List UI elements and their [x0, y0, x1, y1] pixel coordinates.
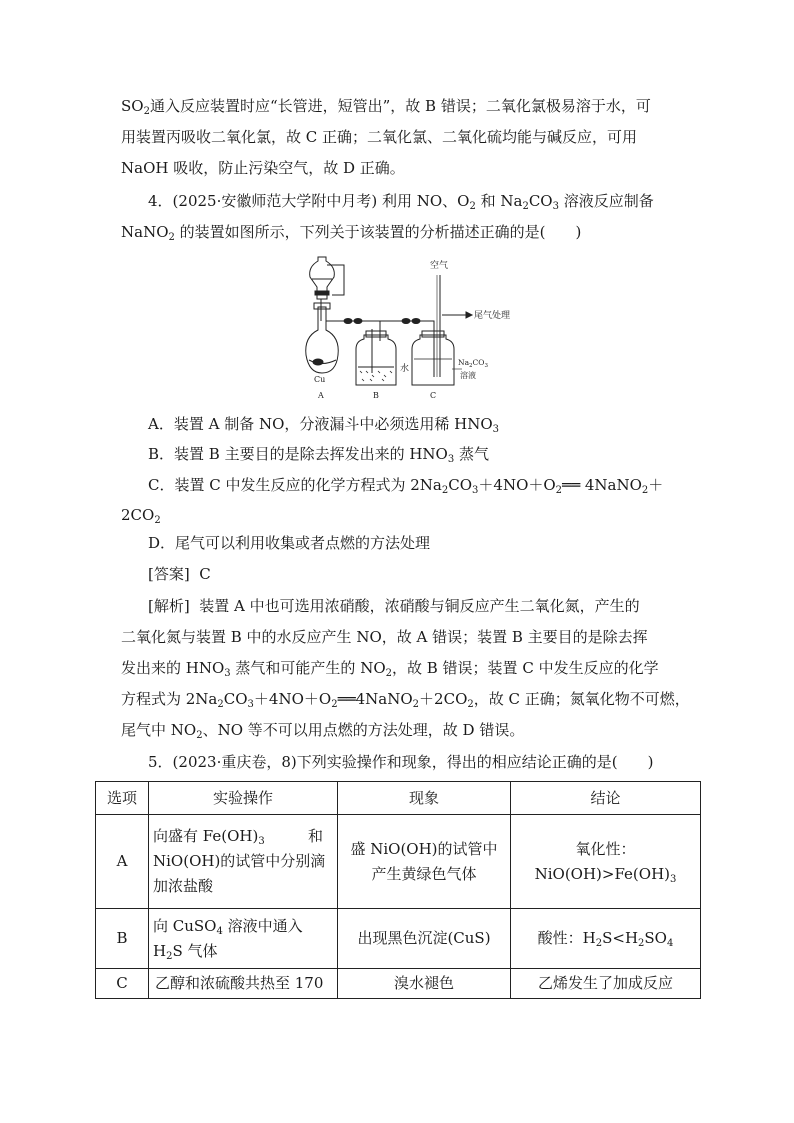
row-c-operation: 乙醇和浓硫酸共热至 170 — [149, 969, 338, 999]
apparatus-figure — [296, 255, 536, 403]
header-option: 选项 — [96, 782, 149, 815]
intro-line-3: NaOH 吸收，防止污染空气，故 D 正确。 — [121, 159, 405, 177]
row-c-phenomenon: 溴水褪色 — [338, 969, 511, 999]
row-a-operation: 向盛有 $Fe(OH)_3$ 和 NiO(OH)的试管中分别滴 加浓盐酸 — [149, 815, 338, 909]
table-row — [96, 969, 701, 999]
bottle-b — [356, 335, 396, 385]
row-b-conclusion: 酸性：$H_2S<H_2SO_4$ — [511, 909, 701, 969]
label-c: C — [430, 391, 437, 400]
q4-option-d: D．尾气可以利用收集或者点燃的方法处理 — [148, 534, 431, 552]
label-na2co3: $Na_2CO_3$ — [458, 358, 488, 369]
q4-option-c: C．装置 C 中发生反应的化学方程式为 $2Na_2CO_3+4NO+O_2══$ 4NaNO$_2$＋ — [148, 476, 664, 496]
label-b: B — [373, 391, 379, 400]
label-solution: 溶液 — [460, 371, 476, 380]
q4-option-b: B．装置 B 主要目的是除去挥发出来的 $HNO_3$ 蒸气 — [148, 445, 490, 465]
q4-answer: [答案] C — [148, 565, 211, 583]
pressure-tube — [327, 265, 344, 295]
intro-line-2: 用装置丙吸收二氧化氯，故 C 正确；二氧化氯、二氧化硫均能与碱反应，可用 — [121, 128, 638, 146]
q4-option-a: A．装置 A 制备 NO，分液漏斗中必须选用稀 $HNO_3$ — [148, 415, 500, 435]
row-b-phenomenon: 出现黑色沉淀(CuS) — [338, 909, 511, 969]
intro-line-1: $SO_2$通入反应装置时应“长管进，短管出”，故 B 错误；二氧化氯极易溶于水，可 — [121, 97, 651, 117]
table-header-row — [96, 782, 701, 815]
label-tail-gas: 尾气处理 — [474, 311, 511, 321]
q4-analysis-line-1: [解析] 装置 A 中也可选用浓硝酸，浓硝酸与铜反应产生二氧化氮，产生的 — [148, 597, 640, 615]
row-c-option: C — [96, 969, 149, 999]
q4-stem-line-1: 4．(2025·安徽师范大学附中月考) 利用 NO、$O_2$ 和 $Na_2CO_3$ 溶液反应制备 — [148, 192, 654, 212]
header-conclusion: 结论 — [511, 782, 701, 815]
row-c-conclusion: 乙烯发生了加成反应 — [511, 969, 701, 999]
label-air: 空气 — [430, 261, 449, 271]
q4-stem-line-2: NaNO$_2$ 的装置如图所示，下列关于该装置的分析描述正确的是( ) — [121, 223, 582, 243]
table-row — [96, 815, 701, 909]
header-operation: 实验操作 — [149, 782, 338, 815]
q5-stem: 5．(2023·重庆卷，8)下列实验操作和现象，得出的相应结论正确的是( ) — [148, 753, 654, 771]
q4-analysis-line-2: 二氧化氮与装置 B 中的水反应产生 NO，故 A 错误；装置 B 主要目的是除去挥 — [121, 628, 648, 646]
row-b-option: B — [96, 909, 149, 969]
table-row — [96, 909, 701, 969]
row-b-operation: 向 CuSO$_4$ 溶液中通入 $H_2S$ 气体 — [149, 909, 338, 969]
q5-table — [95, 781, 701, 999]
label-a: A — [318, 391, 324, 400]
q4-option-c-cont: $2CO_2$ — [121, 506, 161, 526]
header-phenomenon: 现象 — [338, 782, 511, 815]
q4-analysis-line-5: 尾气中 $NO_2$、NO 等不可以用点燃的方法处理，故 D 错误。 — [121, 721, 525, 741]
bottle-c — [412, 335, 454, 385]
q4-analysis-line-3: 发出来的 $HNO_3$ 蒸气和可能产生的 $NO_2$，故 B 错误；装置 C 中发生反应的化学 — [121, 659, 659, 679]
q4-analysis-line-4: 方程式为 $2Na_2CO_3+4NO+O_2══4NaNO_2+2CO_2$，故 C 正确；氮氧化物不可燃， — [121, 690, 690, 710]
row-a-conclusion: 氧化性： $NiO(OH)>Fe(OH)_3$ — [511, 815, 701, 909]
label-water: 水 — [400, 364, 410, 374]
row-a-phenomenon: 盛 NiO(OH)的试管中 产生黄绿色气体 — [338, 815, 511, 909]
row-a-option: A — [96, 815, 149, 909]
label-cu: Cu — [314, 375, 326, 384]
